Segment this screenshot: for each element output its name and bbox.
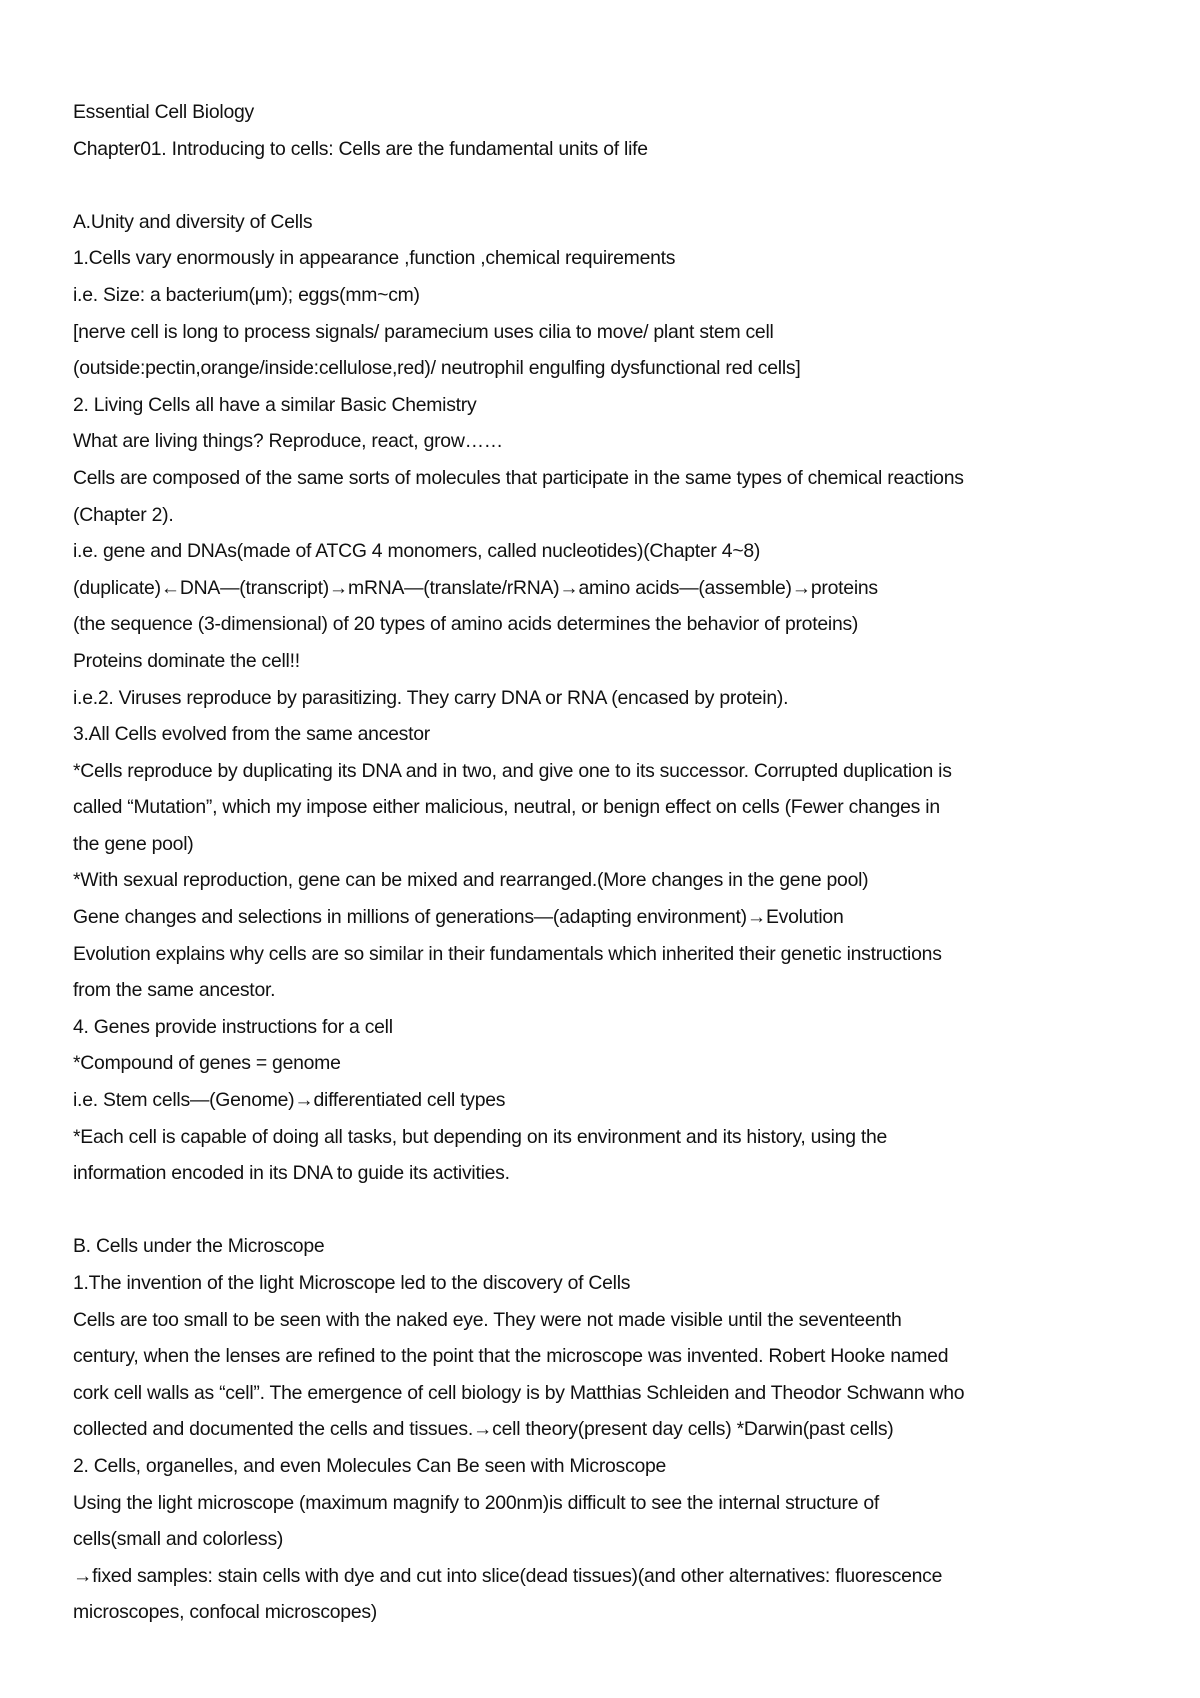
section-a-line: Cells are composed of the same sorts of molecules that participate in the same types of chemical reactions	[73, 466, 964, 489]
section-a-line: (Chapter 2).	[73, 503, 174, 526]
section-b-heading: B. Cells under the Microscope	[73, 1235, 325, 1258]
section-a-line: i.e. gene and DNAs(made of ATCG 4 monomers, called nucleotides)(Chapter 4~8)	[73, 540, 761, 563]
section-a-line: (outside:pectin,orange/inside:cellulose,red)/ neutrophil engulfing dysfunctional red cells]	[73, 357, 801, 380]
section-a-line: i.e. Size: a bacterium(μm); eggs(mm~cm)	[73, 283, 420, 306]
section-b-line: microscopes, confocal microscopes)	[73, 1601, 378, 1624]
section-a-line: [nerve cell is long to process signals/ paramecium uses cilia to move/ plant stem cell	[73, 320, 774, 343]
section-a-line: *Compound of genes = genome	[73, 1052, 341, 1075]
section-b-line: cork cell walls as “cell”. The emergence of cell biology is by Matthias Schleiden and Theodor Schwann who	[73, 1381, 965, 1404]
document-title: Essential Cell Biology	[73, 101, 254, 123]
section-b-line: century, when the lenses are refined to the point that the microscope was invented. Robert Hooke named	[73, 1345, 949, 1368]
section-a-line: *Each cell is capable of doing all tasks, but depending on its environment and its history, using the	[73, 1125, 888, 1148]
section-a-line: *Cells reproduce by duplicating its DNA and in two, and give one to its successor. Corrupted duplication is	[73, 759, 952, 782]
section-a-heading: A.Unity and diversity of Cells	[73, 210, 313, 233]
section-a-line: *With sexual reproduction, gene can be mixed and rearranged.(More changes in the gene pool)	[73, 869, 869, 892]
section-a-line: the gene pool)	[73, 832, 194, 855]
section-a-line: called “Mutation”, which my impose either malicious, neutral, or benign effect on cells (Fewer changes in	[73, 796, 940, 819]
section-a-line: 3.All Cells evolved from the same ancestor	[73, 723, 431, 746]
document-body	[73, 94, 1148, 1631]
section-a-line: i.e.2. Viruses reproduce by parasitizing. They carry DNA or RNA (encased by protein).	[73, 686, 789, 709]
blank-line	[73, 167, 1148, 204]
section-a-line: 1.Cells vary enormously in appearance ,function ,chemical requirements	[73, 247, 676, 270]
section-a-line: (the sequence (3-dimensional) of 20 types of amino acids determines the behavior of proteins)	[73, 613, 859, 636]
section-a-line: Proteins dominate the cell!!	[73, 649, 300, 672]
section-a-line: 4. Genes provide instructions for a cell	[73, 1015, 393, 1038]
section-a-line: (duplicate)←DNA—(transcript)→mRNA—(translate/rRNA)→amino acids—(assemble)→proteins	[73, 576, 878, 599]
blank-line	[73, 1192, 1148, 1229]
section-b-line: Using the light microscope (maximum magnify to 200nm)is difficult to see the internal structure of	[73, 1491, 880, 1514]
chapter-heading: Chapter01. Introducing to cells: Cells are the fundamental units of life	[73, 137, 648, 160]
section-a-line: i.e. Stem cells—(Genome)→differentiated cell types	[73, 1089, 506, 1112]
section-a-line: Gene changes and selections in millions of generations—(adapting environment)→Evolution	[73, 906, 844, 929]
section-a-line: from the same ancestor.	[73, 979, 276, 1002]
section-b-line: cells(small and colorless)	[73, 1528, 284, 1551]
section-b-line: 2. Cells, organelles, and even Molecules Can Be seen with Microscope	[73, 1454, 667, 1477]
section-a-line: Evolution explains why cells are so similar in their fundamentals which inherited their genetic instructions	[73, 942, 942, 965]
section-a-line: What are living things? Reproduce, react, grow……	[73, 430, 503, 453]
section-b-line: 1.The invention of the light Microscope led to the discovery of Cells	[73, 1272, 631, 1294]
section-b-line: Cells are too small to be seen with the naked eye. They were not made visible until the seventeenth	[73, 1308, 902, 1331]
section-b-line: collected and documented the cells and tissues.→cell theory(present day cells) *Darwin(past cells)	[73, 1418, 894, 1441]
section-a-line: 2. Living Cells all have a similar Basic Chemistry	[73, 393, 477, 416]
section-b-line: →fixed samples: stain cells with dye and cut into slice(dead tissues)(and other alternatives: fluorescence	[73, 1564, 943, 1587]
section-a-line: information encoded in its DNA to guide its activities.	[73, 1162, 510, 1185]
